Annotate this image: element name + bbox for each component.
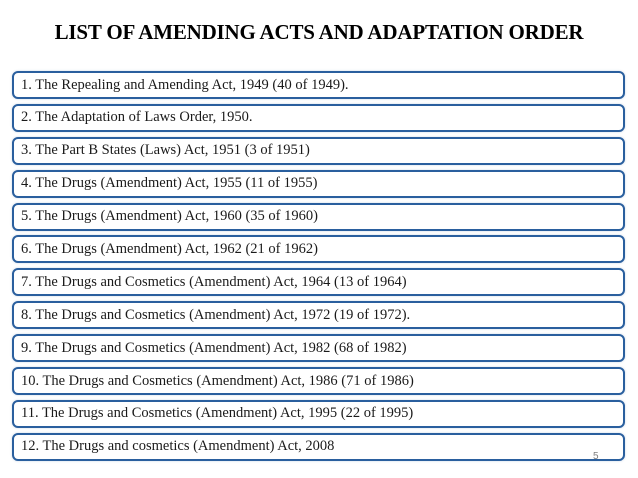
list-item: 11. The Drugs and Cosmetics (Amendment) Act, 1995 (22 of 1995) — [12, 400, 625, 428]
list-item: 8. The Drugs and Cosmetics (Amendment) Act, 1972 (19 of 1972). — [12, 301, 625, 329]
amending-acts-list — [12, 71, 625, 466]
list-item: 9. The Drugs and Cosmetics (Amendment) Act, 1982 (68 of 1982) — [12, 334, 625, 362]
list-item: 3. The Part B States (Laws) Act, 1951 (3 of 1951) — [12, 137, 625, 165]
list-item: 1. The Repealing and Amending Act, 1949 (40 of 1949). — [12, 71, 625, 99]
slide-title: LIST OF AMENDING ACTS AND ADAPTATION ORDER — [54, 20, 584, 44]
list-item: 4. The Drugs (Amendment) Act, 1955 (11 of 1955) — [12, 170, 625, 198]
list-item: 12. The Drugs and cosmetics (Amendment) Act, 2008 — [12, 433, 625, 461]
list-item: 7. The Drugs and Cosmetics (Amendment) Act, 1964 (13 of 1964) — [12, 268, 625, 296]
list-item: 6. The Drugs (Amendment) Act, 1962 (21 of 1962) — [12, 235, 625, 263]
list-item: 2. The Adaptation of Laws Order, 1950. — [12, 104, 625, 132]
list-item: 5. The Drugs (Amendment) Act, 1960 (35 of 1960) — [12, 203, 625, 231]
page-number: 5 — [593, 451, 599, 462]
list-item: 10. The Drugs and Cosmetics (Amendment) Act, 1986 (71 of 1986) — [12, 367, 625, 395]
